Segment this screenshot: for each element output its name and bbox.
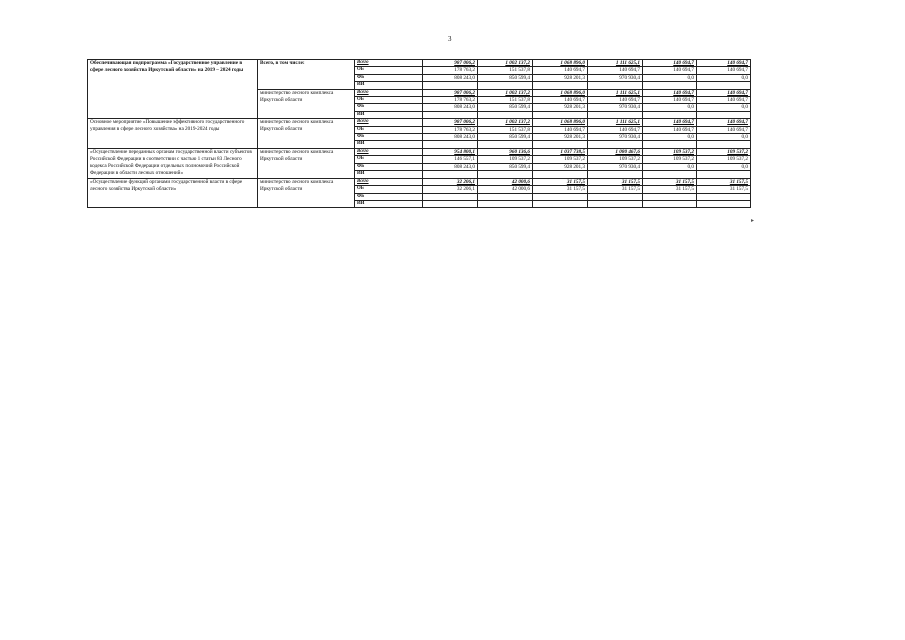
amount-cell [533,111,588,118]
funding-source: ОБ [355,67,423,74]
amount-cell: 1 111 625,1 [588,60,643,67]
funding-source: ФБ [355,193,423,200]
amount-cell [697,193,751,200]
amount-cell [533,193,588,200]
amount-cell: 928 201,3 [533,74,588,81]
amount-cell: 1 068 896,0 [533,119,588,126]
amount-cell: 109 537,2 [697,156,751,163]
measure-description: Обеспечивающая подпрограмма «Государственное управление в сфере лесного хозяйства Иркутской области» на 2019 – 2024 годы [88,60,258,119]
amount-cell [697,111,751,118]
amount-cell: 808 243,0 [423,104,478,111]
amount-cell [588,200,643,207]
amount-cell [478,141,533,148]
table-row [88,60,751,67]
amount-cell: 109 537,2 [643,156,697,163]
amount-cell: 42 000,6 [478,186,533,193]
amount-cell: 850 599,4 [478,134,533,141]
page-number: 3 [448,35,452,43]
amount-cell: 140 694,7 [643,97,697,104]
amount-cell [588,193,643,200]
funding-source: ФБ [355,104,423,111]
funding-source: ФБ [355,134,423,141]
amount-cell: 178 763,2 [423,126,478,133]
amount-cell: 109 537,2 [478,156,533,163]
amount-cell: 928 201,3 [533,163,588,170]
measure-description: «Осуществление функций органами государственной власти в сфере лесного хозяйства Иркутской области» [88,178,258,208]
amount-cell: 0,0 [697,134,751,141]
amount-cell: 970 930,4 [588,134,643,141]
responsible-executor: министерство лесного комплекса Иркутской области [258,178,355,208]
amount-cell: 1 111 625,1 [588,89,643,96]
amount-cell: 109 537,2 [533,156,588,163]
amount-cell [697,141,751,148]
amount-cell [588,82,643,89]
amount-cell: 970 930,4 [588,74,643,81]
amount-cell [478,171,533,178]
funding-source: ОБ [355,156,423,163]
amount-cell [643,111,697,118]
amount-cell [478,193,533,200]
amount-cell: 31 157,5 [588,186,643,193]
amount-cell: 1 068 896,0 [533,89,588,96]
amount-cell: 140 694,7 [643,67,697,74]
amount-cell [697,200,751,207]
table-row [88,178,751,185]
amount-cell: 140 694,7 [697,60,751,67]
amount-cell: 960 136,6 [478,148,533,155]
amount-cell: 1 037 738,5 [533,148,588,155]
funding-source: Всего [355,89,423,96]
table-row [88,119,751,126]
amount-cell: 970 930,4 [588,104,643,111]
amount-cell: 0,0 [697,163,751,170]
amount-cell: 850 599,4 [478,74,533,81]
amount-cell: 808 243,0 [423,74,478,81]
funding-source: Всего [355,60,423,67]
amount-cell: 0,0 [643,104,697,111]
funding-source: ИИ [355,171,423,178]
amount-cell: 140 694,7 [643,89,697,96]
amount-cell: 31 157,5 [643,178,697,185]
amount-cell: 140 694,7 [697,126,751,133]
amount-cell: 140 694,7 [697,97,751,104]
amount-cell: 970 930,4 [588,163,643,170]
amount-cell [643,193,697,200]
amount-cell: 151 537,8 [478,126,533,133]
funding-source: ОБ [355,97,423,104]
amount-cell: 32 206,1 [423,178,478,185]
amount-cell: 31 157,5 [533,186,588,193]
budget-table [87,59,751,208]
amount-cell: 146 557,1 [423,156,478,163]
amount-cell: 31 157,5 [697,178,751,185]
amount-cell: 31 157,5 [697,186,751,193]
amount-cell [533,141,588,148]
amount-cell: 954 800,1 [423,148,478,155]
amount-cell: 987 006,2 [423,89,478,96]
measure-description: «Осуществление переданных органам государственной власти субъектов Российской Федерации в соответствии с частью 1 статьи 83 Лесного кодекса Российской Федерации отдельных полномочий Российской Федерации в области лесных отношений» [88,148,258,178]
funding-source: ИИ [355,200,423,207]
amount-cell [423,141,478,148]
amount-cell [588,111,643,118]
amount-cell: 140 694,7 [697,67,751,74]
amount-cell [697,171,751,178]
amount-cell: 1 068 896,0 [533,60,588,67]
amount-cell [533,82,588,89]
amount-cell [643,200,697,207]
amount-cell [423,193,478,200]
funding-source: ОБ [355,126,423,133]
amount-cell: 0,0 [697,74,751,81]
amount-cell: 850 599,4 [478,163,533,170]
amount-cell [478,111,533,118]
amount-cell [478,200,533,207]
amount-cell: 0,0 [643,74,697,81]
amount-cell [697,82,751,89]
amount-cell: 808 243,0 [423,134,478,141]
amount-cell [533,171,588,178]
amount-cell: 928 201,3 [533,134,588,141]
funding-source: ОБ [355,186,423,193]
amount-cell [588,141,643,148]
amount-cell [423,200,478,207]
amount-cell: 0,0 [643,134,697,141]
amount-cell [643,141,697,148]
responsible-executor: министерство лесного комплекса Иркутской области [258,119,355,149]
amount-cell: 140 694,7 [588,97,643,104]
amount-cell: 140 694,7 [697,89,751,96]
amount-cell: 1 002 137,2 [478,89,533,96]
amount-cell: 109 537,2 [643,148,697,155]
amount-cell [478,82,533,89]
amount-cell [423,82,478,89]
amount-cell: 140 694,7 [533,67,588,74]
funding-source: Всего [355,148,423,155]
amount-cell: 140 694,7 [533,126,588,133]
amount-cell [533,200,588,207]
amount-cell: 31 157,5 [643,186,697,193]
amount-cell: 140 694,7 [697,119,751,126]
amount-cell: 151 537,8 [478,67,533,74]
scan-mark: ▸ [751,218,755,224]
measure-description: Основное мероприятие «Повышение эффективного государственного управления в сфере лесного хозяйства» на 2019-2024 годы [88,119,258,149]
amount-cell: 31 157,5 [588,178,643,185]
amount-cell: 151 537,8 [478,97,533,104]
amount-cell: 987 006,2 [423,60,478,67]
table-row [88,148,751,155]
amount-cell [643,171,697,178]
amount-cell: 140 694,7 [588,67,643,74]
amount-cell: 0,0 [697,104,751,111]
amount-cell: 140 694,7 [588,126,643,133]
amount-cell: 987 006,2 [423,119,478,126]
funding-source: ИИ [355,82,423,89]
funding-source: ИИ [355,141,423,148]
funding-source: ФБ [355,74,423,81]
amount-cell [423,171,478,178]
responsible-executor: министерство лесного комплекса Иркутской области [258,89,355,119]
responsible-executor: Всего, в том числе: [258,60,355,90]
amount-cell: 109 537,2 [588,156,643,163]
amount-cell: 31 157,5 [533,178,588,185]
amount-cell: 32 206,1 [423,186,478,193]
amount-cell: 140 694,7 [643,60,697,67]
amount-cell: 850 599,4 [478,104,533,111]
funding-source: Всего [355,178,423,185]
amount-cell: 1 002 137,2 [478,60,533,67]
amount-cell: 1 111 625,1 [588,119,643,126]
amount-cell: 0,0 [643,163,697,170]
amount-cell: 928 201,3 [533,104,588,111]
amount-cell: 109 537,2 [697,148,751,155]
amount-cell: 42 000,6 [478,178,533,185]
amount-cell [588,171,643,178]
amount-cell: 140 694,7 [643,126,697,133]
amount-cell: 140 694,7 [643,119,697,126]
amount-cell: 808 243,0 [423,163,478,170]
funding-source: Всего [355,119,423,126]
amount-cell: 1 080 467,6 [588,148,643,155]
amount-cell [423,111,478,118]
amount-cell: 140 694,7 [533,97,588,104]
funding-source: ФБ [355,163,423,170]
amount-cell [643,82,697,89]
amount-cell: 178 763,2 [423,67,478,74]
amount-cell: 178 763,2 [423,97,478,104]
responsible-executor: министерство лесного комплекса Иркутской области [258,148,355,178]
amount-cell: 1 002 137,2 [478,119,533,126]
funding-source: ИИ [355,111,423,118]
